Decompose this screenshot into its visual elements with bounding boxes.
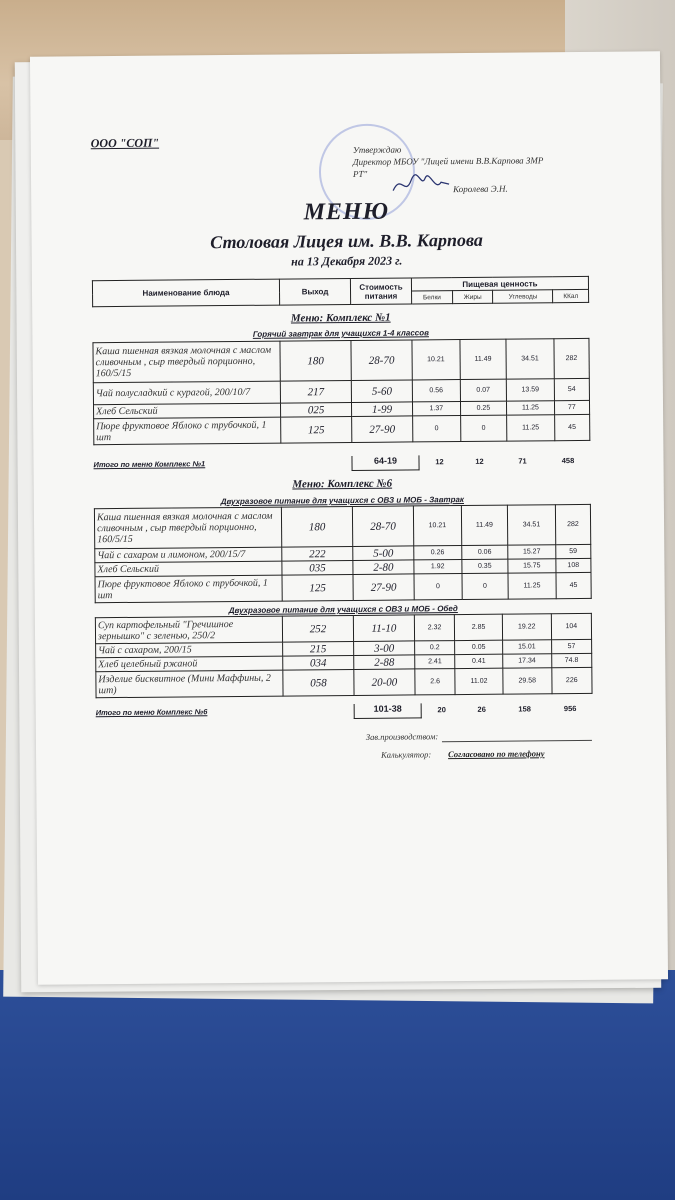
dish-protein: 1.37 [412,402,460,416]
dish-carbs: 29.58 [503,668,552,694]
dish-protein: 10.21 [412,340,460,380]
page-subtitle: Столовая Лицея им. В.В. Карпова [210,229,483,253]
handwritten-signature [391,168,451,199]
dish-name: Пюре фруктовое Яблоко с трубочкой, 1 шт [94,417,281,445]
blue-cloth [0,970,675,1200]
dish-fat: 0 [460,415,507,441]
dish-fat: 11.49 [461,505,508,545]
dish-name: Хлеб Сельский [95,561,282,577]
dish-output: 222 [282,546,353,561]
complex1-section: Горячий завтрак для учащихся 1-4 классов [252,328,429,339]
approval-line-3: РТ" [352,168,368,179]
dish-kcal: 282 [555,504,591,544]
dish-cost: 2-88 [354,655,415,670]
dish-output: 215 [283,641,354,656]
menu-date: на 13 Декабря 2023 г. [291,253,403,269]
table-row [94,504,590,548]
header-carbs: Углеводы [493,290,553,304]
manager-label: Зав.производством: [365,731,439,742]
dish-carbs: 17.34 [503,654,552,668]
dish-name: Суп картофельный "Гречишное зернышко" с зеленью, 250/2 [95,616,282,644]
dish-cost: 11-10 [353,615,414,642]
complex6-title: Меню: Комплекс №6 [292,477,393,491]
approval-line-1: Утверждаю [352,144,402,155]
dish-carbs: 11.25 [508,573,556,599]
dish-protein: 10.21 [413,506,461,546]
dish-fat: 0.35 [461,559,508,573]
dish-protein: 0 [413,416,461,442]
total-fat: 12 [475,456,484,466]
total-label: Итого по меню Комплекс №1 [93,459,206,470]
dish-name: Хлеб Сельский [94,403,281,419]
complex6-section-2: Двухразовое питание для учащихся с ОВЗ и МОБ - Обед [228,604,458,616]
header-kcal: ККал [553,289,589,302]
complex1-title: Меню: Комплекс №1 [290,311,391,325]
dish-kcal: 104 [551,613,592,639]
complex6-section-1: Двухразовое питание для учащихся с ОВЗ и МОБ - Завтрак [220,494,465,507]
dish-protein: 0.2 [415,641,455,655]
manager-signature-line [442,740,592,742]
dish-output: 252 [282,615,353,642]
dish-fat: 2.85 [455,614,503,640]
total-kcal: 458 [561,456,575,466]
dish-output: 035 [282,560,353,575]
dish-kcal: 226 [551,667,592,693]
dish-kcal: 74.8 [551,653,591,667]
header-fat: Жиры [452,290,493,303]
dish-output: 217 [280,380,351,403]
dish-kcal: 45 [554,414,590,440]
complex1-total [93,455,590,470]
dish-output: 058 [283,669,354,696]
dish-protein: 2.41 [415,655,455,669]
complex1-table [92,338,590,445]
calculator-value: Согласовано по телефону [448,748,545,760]
menu-sheet [30,51,668,984]
dish-carbs: 15.01 [502,640,551,654]
dish-carbs: 13.59 [506,379,554,401]
total-carbs: 158 [518,704,531,714]
dish-carbs: 34.51 [506,339,554,379]
total-carbs: 71 [518,456,527,466]
dish-name: Чай с сахаром и лимоном, 200/15/7 [95,547,282,563]
dish-cost: 5-00 [353,546,414,561]
table-header [92,276,589,307]
dish-kcal: 108 [556,558,591,572]
organization-name: ООО "СОП" [90,135,160,151]
dish-cost: 1-99 [351,402,412,417]
dish-protein: 2.6 [415,669,456,695]
dish-kcal: 77 [554,400,589,414]
dish-kcal: 57 [551,639,591,653]
total-label: Итого по меню Комплекс №6 [95,707,208,718]
dish-protein: 1.92 [414,560,462,574]
dish-fat: 0.05 [455,640,503,654]
dish-carbs: 19.22 [502,614,551,640]
dish-fat: 0.06 [461,545,508,559]
dish-carbs: 11.25 [507,415,555,441]
dish-kcal: 54 [554,378,589,400]
dish-cost: 28-70 [352,506,413,547]
dish-output: 180 [281,506,352,547]
table-row [96,667,592,697]
dish-cost: 27-90 [352,416,413,443]
dish-output: 125 [282,574,353,601]
total-protein: 20 [437,705,446,715]
header-output: Выход [279,278,350,305]
complex6-lunch-table [95,613,593,698]
dish-cost: 20-00 [354,669,415,696]
dish-carbs: 34.51 [507,505,555,545]
dish-name: Каша пшенная вязкая молочная с маслом сливочным , сыр твердый порционно, 160/5/15 [94,507,281,549]
complex6-total [95,703,593,718]
dish-name: Хлеб целебный ржаной [96,656,283,672]
dish-output: 125 [281,416,352,443]
header-protein: Белки [412,291,453,304]
dish-fat: 0.25 [460,401,507,415]
dish-fat: 11.02 [455,668,503,694]
total-kcal: 956 [563,704,577,714]
dish-carbs: 11.25 [507,401,555,415]
dish-fat: 0.41 [455,654,503,668]
dish-cost: 3-00 [354,641,415,656]
total-fat: 26 [477,704,486,714]
dish-protein: 0 [414,574,462,600]
page-title: МЕНЮ [303,198,390,226]
total-cost: 101-38 [354,703,422,719]
dish-cost: 2-80 [353,560,414,575]
total-protein: 12 [435,457,444,467]
dish-cost: 27-90 [353,574,414,601]
dish-name: Чай с сахаром, 200/15 [96,642,283,658]
header-name: Наименование блюда [92,279,279,307]
dish-carbs: 15.75 [508,559,556,573]
dish-kcal: 59 [555,544,590,558]
dish-kcal: 45 [556,572,592,598]
table-row [95,572,591,602]
dish-output: 034 [283,655,354,670]
dish-protein: 0.26 [414,546,462,560]
approval-signer: Королева Э.Н. [453,183,508,195]
dish-output: 180 [280,340,351,381]
table-row [93,338,589,382]
header-cost: Стоимость питания [350,278,411,305]
header-nutrition: Пищевая ценность [411,276,588,291]
dish-name: Чай полусладкий с курагой, 200/10/7 [93,381,280,405]
dish-protein: 2.32 [414,615,455,641]
dish-protein: 0.56 [412,380,460,402]
dish-carbs: 15.27 [508,545,556,559]
dish-fat: 0.07 [460,379,507,401]
dish-output: 025 [280,402,351,417]
calculator-label: Калькулятор: [381,749,432,760]
table-row [94,414,590,444]
dish-name: Каша пшенная вязкая молочная с маслом сливочным , сыр твердый порционно, 160/5/15 [93,341,280,383]
complex6-breakfast-table [94,504,592,603]
dish-name: Изделие бисквитное (Мини Маффины, 2 шт) [96,670,283,698]
dish-cost: 28-70 [351,340,412,381]
dish-name: Пюре фруктовое Яблоко с трубочкой, 1 шт [95,575,282,603]
dish-fat: 11.49 [460,339,507,379]
approval-line-2: Директор МБОУ "Лицей имени В.В.Карпова ЗМР [352,155,544,167]
dish-cost: 5-60 [351,380,412,403]
dish-fat: 0 [462,573,509,599]
total-cost: 64-19 [351,455,419,471]
dish-kcal: 282 [554,338,590,378]
